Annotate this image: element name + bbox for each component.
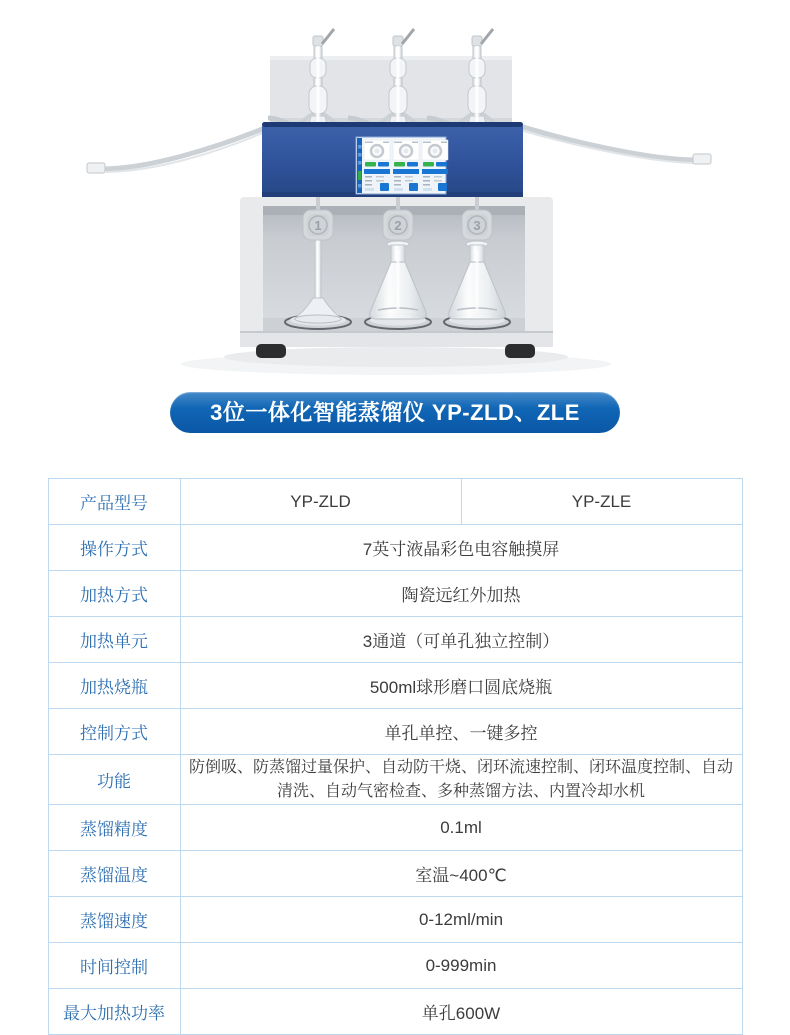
spec-label: 蒸馏速度	[48, 897, 180, 943]
product-image	[0, 0, 790, 380]
spec-value: 7英寸液晶彩色电容触摸屏	[180, 525, 742, 571]
spec-value: 防倒吸、防蒸馏过量保护、自动防干烧、闭环流速控制、闭环温度控制、自动清洗、自动气密检查、多种蒸馏方法、内置冷却水机	[180, 755, 742, 805]
spec-label: 加热烧瓶	[48, 663, 180, 709]
spec-value-zle: YP-ZLE	[461, 479, 742, 525]
spec-label: 操作方式	[48, 525, 180, 571]
table-row	[48, 709, 742, 755]
station-number-1: 1	[314, 218, 322, 233]
station-number-2: 2	[394, 218, 402, 233]
spec-label: 最大加热功率	[48, 989, 180, 1035]
spec-label: 蒸馏温度	[48, 851, 180, 897]
floor-shadow	[181, 347, 611, 375]
spec-value: 单孔单控、一键多控	[180, 709, 742, 755]
table-row	[48, 525, 742, 571]
spec-label: 时间控制	[48, 943, 180, 989]
spec-label: 控制方式	[48, 709, 180, 755]
spec-value: 0-12ml/min	[180, 897, 742, 943]
spec-value: 室温~400℃	[180, 851, 742, 897]
table-row	[48, 851, 742, 897]
touchscreen[interactable]	[356, 137, 448, 194]
spec-value: 3通道（可单孔独立控制）	[180, 617, 742, 663]
distiller-illustration	[0, 0, 790, 380]
table-row	[48, 479, 742, 525]
table-row	[48, 805, 742, 851]
table-row	[48, 943, 742, 989]
spec-value: 单孔600W	[180, 989, 742, 1035]
spec-table	[48, 478, 743, 1035]
spec-label: 功能	[48, 755, 180, 805]
spec-label: 产品型号	[48, 479, 180, 525]
station-number-3: 3	[473, 218, 481, 233]
table-row	[48, 755, 742, 805]
table-row	[48, 617, 742, 663]
screen-sidebar-active-tab	[358, 171, 362, 180]
table-row	[48, 663, 742, 709]
spec-label: 加热方式	[48, 571, 180, 617]
spec-value-zld: YP-ZLD	[180, 479, 461, 525]
table-row	[48, 571, 742, 617]
spec-value: 0.1ml	[180, 805, 742, 851]
spec-value: 0-999min	[180, 943, 742, 989]
table-row	[48, 989, 742, 1035]
spec-value: 陶瓷远红外加热	[180, 571, 742, 617]
spec-label: 加热单元	[48, 617, 180, 663]
spec-label: 蒸馏精度	[48, 805, 180, 851]
spec-value: 500ml球形磨口圆底烧瓶	[180, 663, 742, 709]
product-title: 3位一体化智能蒸馏仪 YP-ZLD、ZLE	[210, 400, 580, 425]
product-title-banner	[170, 392, 620, 433]
table-row	[48, 897, 742, 943]
